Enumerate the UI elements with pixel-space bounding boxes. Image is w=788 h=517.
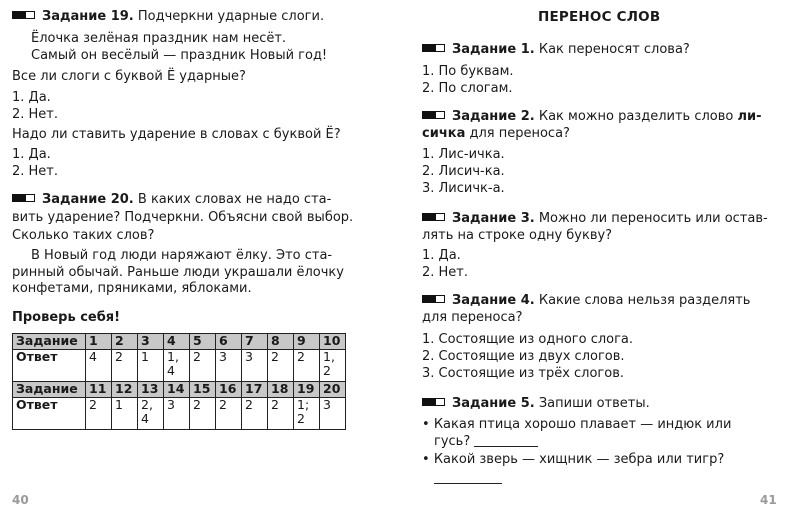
task-3-text-1: Можно ли переносить или остав- [538,211,768,226]
task-cell: 17 [242,382,268,398]
t5-bullet-1 [422,417,731,432]
answer-cell: 2 [294,350,320,382]
task-2-label: Задание 2. [452,109,535,124]
t2-option-3: 3. Лисичк-а. [422,181,505,196]
check-yourself-title: Проверь себя! [12,310,121,325]
answer-cell: 2 [86,398,112,430]
task-2-word-1: ли- [737,109,762,124]
q1-option-2: 2. Нет. [12,107,59,122]
task-5-heading [422,396,650,411]
task-2-word-2: сичка [422,126,466,141]
pencil-icon [422,44,446,52]
paragraph-line-2: ринный обычай. Раньше люди украшали ёлочку [12,265,344,280]
task-cell: 2 [112,334,138,350]
answer-cell: 3 [164,398,190,430]
task-19-heading [12,9,324,24]
t4-option-2: 2. Состоящие из двух слогов. [422,349,625,364]
task-3-text-2: лять на строке одну букву? [422,228,613,243]
row-label: Ответ [13,398,86,430]
t2-option-1: 1. Лис-ичка. [422,147,505,162]
answer-cell: 2 [190,398,216,430]
answer-blank-1[interactable] [474,446,538,447]
answer-cell: 1 [112,398,138,430]
task-20-line-2: вить ударение? Подчеркни. Объясни свой выбор. [12,210,354,225]
t1-option-2: 2. По слогам. [422,81,513,96]
task-4-label: Задание 4. [452,293,535,308]
task-20-line-3: Сколько таких слов? [12,228,155,243]
pencil-icon [422,398,446,406]
task-2-line-2 [422,126,570,141]
task-3-label: Задание 3. [452,211,535,226]
question-1: Все ли слоги с буквой Ё ударные? [12,69,246,84]
task-cell: 7 [242,334,268,350]
answer-cell: 2 [190,350,216,382]
answer-cell: 3 [242,350,268,382]
pencil-icon [12,11,36,19]
answer-cell: 4 [86,350,112,382]
task-cell: 4 [164,334,190,350]
t3-option-1: 1. Да. [422,248,461,263]
poem-line-2: Самый он весёлый — праздник Новый год! [31,48,328,63]
task-cell: 6 [216,334,242,350]
poem-line-1: Ёлочка зелёная праздник нам несёт. [31,31,287,46]
q1-option-1: 1. Да. [12,90,51,105]
task-cell: 20 [320,382,346,398]
task-cell: 9 [294,334,320,350]
task-5-label: Задание 5. [452,396,535,411]
table-row [13,350,346,382]
task-2-text-2: для переноса? [469,126,570,141]
task-cell: 11 [86,382,112,398]
answer-cell: 2 [242,398,268,430]
task-cell: 12 [112,382,138,398]
task-2-heading [422,109,762,124]
t5-bullet-2-text: Какой зверь — хищник — зебра или тигр? [433,452,725,467]
answer-blank-2[interactable] [434,483,502,484]
answers-table [12,333,346,430]
row-label: Задание [13,382,86,398]
answer-cell: 1, 2 [320,350,346,382]
paragraph-line-3: конфетами, пряниками, яблоками. [12,281,252,296]
pencil-icon [12,194,36,202]
t5-bullet-2 [422,452,724,467]
table-row [13,334,346,350]
task-20-heading [12,192,331,207]
q2-option-1: 1. Да. [12,147,51,162]
task-20-line-1: В каких словах не надо ста- [137,192,332,207]
pencil-icon [422,111,446,119]
task-19-label: Задание 19. [42,9,134,24]
task-cell: 10 [320,334,346,350]
task-cell: 1 [86,334,112,350]
task-cell: 16 [216,382,242,398]
task-cell: 19 [294,382,320,398]
pencil-icon [422,295,446,303]
answer-cell: 1, 4 [164,350,190,382]
task-1-text: Как переносят слова? [538,42,690,57]
task-3-heading [422,211,768,226]
t5-bullet-1-text-2: гусь? [434,434,471,449]
task-4-text-1: Какие слова нельзя разделять [538,293,751,308]
bullet-icon: • [422,417,430,432]
task-20-label: Задание 20. [42,192,134,207]
answer-cell: 2 [216,398,242,430]
task-4-text-2: для переноса? [422,310,523,325]
task-cell: 3 [138,334,164,350]
answer-cell: 2 [112,350,138,382]
task-cell: 13 [138,382,164,398]
task-cell: 18 [268,382,294,398]
answer-cell: 2 [268,398,294,430]
t1-option-1: 1. По буквам. [422,64,514,79]
row-label: Ответ [13,350,86,382]
row-label: Задание [13,334,86,350]
bullet-icon: • [422,452,430,467]
pencil-icon [422,213,446,221]
answer-cell: 1 [138,350,164,382]
t2-option-2: 2. Лисич-ка. [422,164,505,179]
task-cell: 8 [268,334,294,350]
task-2-text-1: Как можно разделить слово [538,109,734,124]
task-cell: 15 [190,382,216,398]
t5-bullet-1-line-2 [434,434,538,449]
t4-option-3: 3. Состоящие из трёх слогов. [422,366,625,381]
task-cell: 14 [164,382,190,398]
t3-option-2: 2. Нет. [422,265,469,280]
answer-cell: 3 [216,350,242,382]
question-2: Надо ли ставить ударение в словах с буквой Ё? [12,127,341,142]
task-cell: 5 [190,334,216,350]
page-number-left: 40 [12,493,29,507]
table-row [13,398,346,430]
t5-bullet-1-text: Какая птица хорошо плавает — индюк или [433,417,732,432]
task-1-label: Задание 1. [452,42,535,57]
page-number-right: 41 [760,493,777,507]
task-4-heading [422,293,750,308]
answer-cell: 2 [268,350,294,382]
section-title: ПЕРЕНОС СЛОВ [538,9,661,25]
task-1-heading [422,42,690,57]
q2-option-2: 2. Нет. [12,164,59,179]
paragraph-line-1: В Новый год люди наряжают ёлку. Это ста- [31,248,333,263]
t4-option-1: 1. Состоящие из одного слога. [422,332,634,347]
task-19-text: Подчеркни ударные слоги. [137,9,325,24]
task-5-text: Запиши ответы. [538,396,650,411]
answer-cell: 1; 2 [294,398,320,430]
answer-cell: 3 [320,398,346,430]
answer-cell: 2, 4 [138,398,164,430]
table-row [13,382,346,398]
